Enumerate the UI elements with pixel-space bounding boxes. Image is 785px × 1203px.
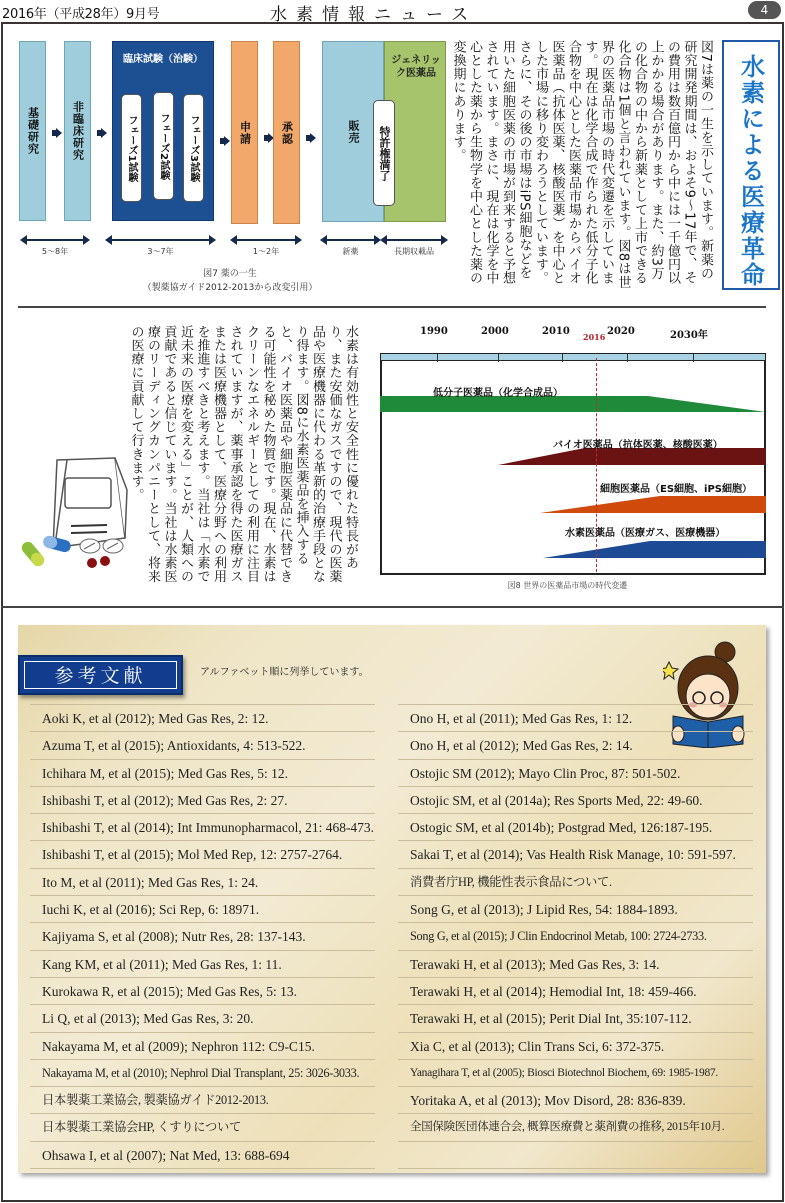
patent-expiry-pill: 特許権満了 bbox=[373, 100, 395, 206]
references-heading: 参考文献 bbox=[18, 655, 183, 695]
reference-item: Ostojic SM, et al (2014a); Res Sports Med, 22: 49-60. bbox=[398, 786, 753, 813]
section-divider bbox=[18, 306, 766, 308]
stage-application: 申請 bbox=[231, 41, 258, 224]
reference-item: Ostogic SM, et al (2014b); Postgrad Med, 126:187-195. bbox=[398, 813, 753, 840]
span-arrow bbox=[322, 239, 379, 241]
reference-item: Terawaki H, et al (2015); Perit Dial Int, 35:107-112. bbox=[398, 1004, 753, 1031]
stage-approval: 承認 bbox=[273, 41, 300, 224]
reference-item: Ohsawa I, et al (2007); Nat Med, 13: 688-694 bbox=[30, 1141, 375, 1168]
reference-item: Kang KM, et al (2011); Med Gas Res, 1: 11. bbox=[30, 950, 375, 977]
reference-item: 消費者庁HP, 機能性表示食品について. bbox=[398, 868, 753, 895]
issue-date: 2016年（平成28年）9月号 bbox=[2, 7, 160, 22]
page-number-badge: 4 bbox=[748, 1, 781, 19]
reference-item: Nakayama M, et al (2009); Nephron 112: C9-C15. bbox=[30, 1032, 375, 1059]
reference-item: Yoritaka A, et al (2013); Mov Disord, 28: 836-839. bbox=[398, 1086, 753, 1113]
span-label: 5〜8年 bbox=[41, 247, 69, 256]
series-label-cell: 細胞医薬品（ES細胞、iPS細胞） bbox=[600, 484, 752, 495]
clinical-trial-label: 臨床試験（治験） bbox=[123, 54, 203, 65]
reference-item: Terawaki H, et al (2014); Hemodial Int, 18: 459-466. bbox=[398, 977, 753, 1004]
reference-item: Song G, et al (2015); J Clin Endocrinol Metab, 100: 2724-2733. bbox=[398, 922, 753, 949]
figure-7-source: （製薬協ガイド2012-2013から改変引用） bbox=[142, 283, 318, 293]
reference-item: Terawaki H, et al (2013); Med Gas Res, 3: 14. bbox=[398, 950, 753, 977]
reference-item: 日本製薬工業協会HP, くすりについて bbox=[30, 1113, 375, 1140]
span-arrow bbox=[382, 239, 446, 241]
x-tick-label: 2010 bbox=[542, 326, 570, 337]
section-divider bbox=[1, 606, 784, 608]
span-label: 長期収載品 bbox=[394, 247, 434, 256]
arrow-icon bbox=[224, 136, 230, 146]
references-note: アルファベット順に列挙しています。 bbox=[200, 667, 369, 678]
reference-item: Azuma T, et al (2015); Antioxidants, 4: 513-522. bbox=[30, 731, 375, 758]
reference-item: Ostojic SM (2012); Mayo Clin Proc, 87: 501-502. bbox=[398, 759, 753, 786]
references-list-right bbox=[398, 704, 753, 1169]
stage-nonclinical-research: 非臨床研究 bbox=[64, 41, 91, 221]
x-tick-label: 2020 bbox=[607, 326, 635, 337]
arrow-icon bbox=[310, 133, 316, 143]
span-arrow bbox=[22, 239, 88, 241]
reference-item: Ishibashi T, et al (2012); Med Gas Res, 2: 27. bbox=[30, 786, 375, 813]
arrow-icon bbox=[101, 128, 107, 138]
figure-7-caption: 図7 薬の一生 bbox=[203, 269, 257, 279]
span-arrow bbox=[232, 239, 300, 241]
series-label-bio: バイオ医薬品（抗体医薬、核酸医薬） bbox=[553, 440, 723, 451]
masthead-title: 水素情報ニュース bbox=[270, 5, 478, 25]
x-tick-label: 2000 bbox=[481, 326, 509, 337]
generic-label: ジェネリック医薬品 bbox=[391, 55, 441, 79]
reference-item: Li Q, et al (2013); Med Gas Res, 3: 20. bbox=[30, 1004, 375, 1031]
reference-item: Xia C, et al (2013); Clin Trans Sci, 6: 372-375. bbox=[398, 1032, 753, 1059]
stage-basic-research: 基礎研究 bbox=[19, 41, 46, 221]
reference-item: Kajiyama S, et al (2008); Nutr Res, 28: 137-143. bbox=[30, 922, 375, 949]
article-column-2: 水素は有効性と安全性に優れた特長があり、また安価なガスですので、現代の医薬品や医療機器に代わる革新的治療手段となり得ます。図8に水素医薬品を挿入すると、バイオ医薬品や細胞医薬品に代替できる可能性を秘めた物質です。現在、水素はクリーンなエネルギーとしての利用に注目されていますが、薬事承認を得た医療ガスまたは医療機器として、医療分野への利用を推進すべきと考えます。当社は「水素で近未来の医療を変える」ことが、人類への貢献であると信じています。当社は水素医療のリーディングカンパニーとして、将来の医療に貢献して行きます。 bbox=[128, 325, 358, 584]
figure-8-caption: 図8 世界の医薬品市場の時代変遷 bbox=[507, 581, 628, 590]
reference-item bbox=[398, 1141, 753, 1168]
reference-item: Iuchi K, et al (2016); Sci Rep, 6: 18971. bbox=[30, 895, 375, 922]
series-label-hydrogen: 水素医薬品（医療ガス、医療機器） bbox=[565, 528, 726, 539]
reference-item: Yanagihara T, et al (2005); Biosci Biotechnol Biochem, 69: 1985-1987. bbox=[398, 1059, 753, 1086]
reference-item: Ito M, et al (2011); Med Gas Res, 1: 24. bbox=[30, 868, 375, 895]
reference-item: Nakayama M, et al (2010); Nephrol Dial Transplant, 25: 3026-3033. bbox=[30, 1059, 375, 1086]
references-list-left bbox=[30, 704, 375, 1169]
reference-item: Sakai T, et al (2014); Vas Health Risk Manage, 10: 591-597. bbox=[398, 840, 753, 867]
article-title: 水素による医療革命 bbox=[722, 40, 780, 290]
reference-item: Ishibashi T, et al (2014); Int Immunopharmacol, 21: 468-473. bbox=[30, 813, 375, 840]
phase-3-pill: フェーズ3試験 bbox=[183, 94, 204, 202]
span-label: 新薬 bbox=[342, 247, 359, 256]
stage-sales: 販売 bbox=[322, 41, 384, 222]
span-label: 1〜2年 bbox=[252, 247, 280, 256]
reference-item: Ono H, et al (2011); Med Gas Res, 1: 12. bbox=[398, 704, 753, 731]
reference-item: Aoki K, et al (2012); Med Gas Res, 2: 12. bbox=[30, 704, 375, 731]
reference-item: Ichihara M, et al (2015); Med Gas Res, 5: 12. bbox=[30, 759, 375, 786]
span-label: 3〜7年 bbox=[147, 247, 174, 256]
reference-item: 日本製薬工業協会, 製薬協ガイド2012-2013. bbox=[30, 1086, 375, 1113]
stage-clinical-trial bbox=[112, 41, 214, 221]
phase-2-pill: フェーズ2試験 bbox=[153, 92, 174, 200]
reference-item: Ono H, et al (2012); Med Gas Res, 2: 14. bbox=[398, 731, 753, 758]
reference-item: Ishibashi T, et al (2015); Mol Med Rep, 12: 2757-2764. bbox=[30, 840, 375, 867]
span-arrow bbox=[107, 239, 214, 241]
page-header bbox=[0, 0, 785, 25]
figure-8-market-chart bbox=[370, 318, 765, 598]
reference-item: Kurokawa R, et al (2015); Med Gas Res, 5: 13. bbox=[30, 977, 375, 1004]
article-column-1: 図7は薬の一生を示しています。新薬の研究開発期間は、およそ9〜17年で、その費用は数百億円から中には一千億円以上かかる場合があります。また、約3万の化合物の中から新薬として上市できる化合物は1個と言われています。図8は世界の医薬品市場の時代変遷を示しています。現在は化学合成で作られた低分子化合物を中心とした医薬品市場からバイオ医薬品（抗体医薬、核酸医薬）を中心とした市場に移り変わろうとしています。さらに、その後の市場はiPS細胞などを用いた細胞医薬の市場が到来すると予想されています。まさに、現在は化学を中心とした薬から生物学を中心とした薬の変換期にあります。 bbox=[450, 40, 713, 289]
arrow-icon bbox=[56, 128, 62, 138]
marker-2016-line bbox=[596, 358, 597, 572]
series-label-small-molecule: 低分子医薬品（化学合成品） bbox=[433, 388, 563, 399]
reference-item: 全国保険医団体連合会, 概算医療費と薬剤費の推移, 2015年10月. bbox=[398, 1113, 753, 1140]
figure-7-drug-lifecycle bbox=[0, 38, 460, 298]
reference-item: Song G, et al (2013); J Lipid Res, 54: 1884-1893. bbox=[398, 895, 753, 922]
medicine-bag-illustration bbox=[15, 450, 135, 575]
phase-1-pill: フェーズ1試験 bbox=[121, 94, 142, 202]
marker-2016-label: 2016 bbox=[583, 332, 606, 342]
x-tick-label: 2030年 bbox=[670, 330, 708, 341]
x-tick-label: 1990 bbox=[420, 326, 448, 337]
